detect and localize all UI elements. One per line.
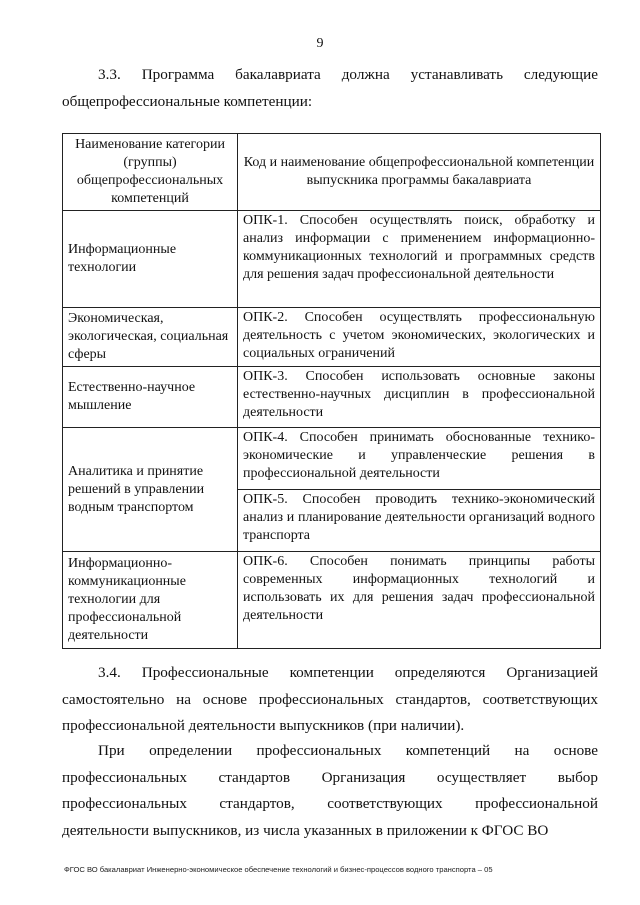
competence-cell: ОПК-2. Способен осуществлять профессиональную деятельность с учетом экономических, экологических и социальных ограничений	[238, 308, 601, 367]
competence-cell: ОПК-5. Способен проводить технико-экономический анализ и планирование деятельности организаций водного транспорта	[238, 490, 601, 552]
competence-cell: ОПК-4. Способен принимать обоснованные технико-экономические и управленческие решения в профессиональной деятельности	[238, 428, 601, 490]
category-cell: Экономическая, экологическая, социальная сферы	[63, 308, 238, 367]
table-row	[63, 211, 601, 308]
category-cell: Информационные технологии	[63, 211, 238, 308]
competence-cell: ОПК-1. Способен осуществлять поиск, обработку и анализ информации с применением информационно-коммуникационных технологий и программных средств для решения задач профессиональной деятельности	[238, 211, 601, 308]
page-footer: ФГОС ВО бакалавриат Инженерно-экономическое обеспечение технологий и бизнес-процессов водного транспорта – 05	[64, 865, 493, 874]
competence-cell: ОПК-3. Способен использовать основные законы естественно-научных дисциплин в профессиональной деятельности	[238, 367, 601, 428]
competencies-table	[62, 133, 601, 649]
paragraph-professional-standards: При определении профессиональных компетенций на основе профессиональных стандартов Организация осуществляет выбор профессиональных стандартов, соответствующих профессиональной деятельности выпускников, из числа указанных в приложении к ФГОС ВО	[62, 742, 598, 839]
table-row	[63, 552, 601, 649]
category-cell: Аналитика и принятие решений в управлении водным транспортом	[63, 428, 238, 552]
table-row	[63, 428, 601, 490]
intro-paragraph: 3.3. Программа бакалавриата должна устанавливать следующие общепрофессиональные компетенции:	[62, 66, 598, 110]
competence-cell: ОПК-6. Способен понимать принципы работы современных информационных технологий и использовать их для решения задач профессиональной деятельности	[238, 552, 601, 649]
category-cell: Информационно-коммуникационные технологии для профессиональной деятельности	[63, 552, 238, 649]
table-row	[63, 367, 601, 428]
table-row	[63, 308, 601, 367]
category-cell: Естественно-научное мышление	[63, 367, 238, 428]
header-competence: Код и наименование общепрофессиональной компетенции выпускника программы бакалавриата	[238, 134, 601, 211]
paragraph-3-4: 3.4. Профессиональные компетенции определяются Организацией самостоятельно на основе профессиональных стандартов, соответствующих профессиональной деятельности выпускников (при наличии).	[62, 664, 598, 734]
page-number: 9	[316, 36, 324, 51]
table-header-row	[63, 134, 601, 211]
header-category: Наименование категории (группы) общепрофессиональных компетенций	[63, 134, 238, 211]
